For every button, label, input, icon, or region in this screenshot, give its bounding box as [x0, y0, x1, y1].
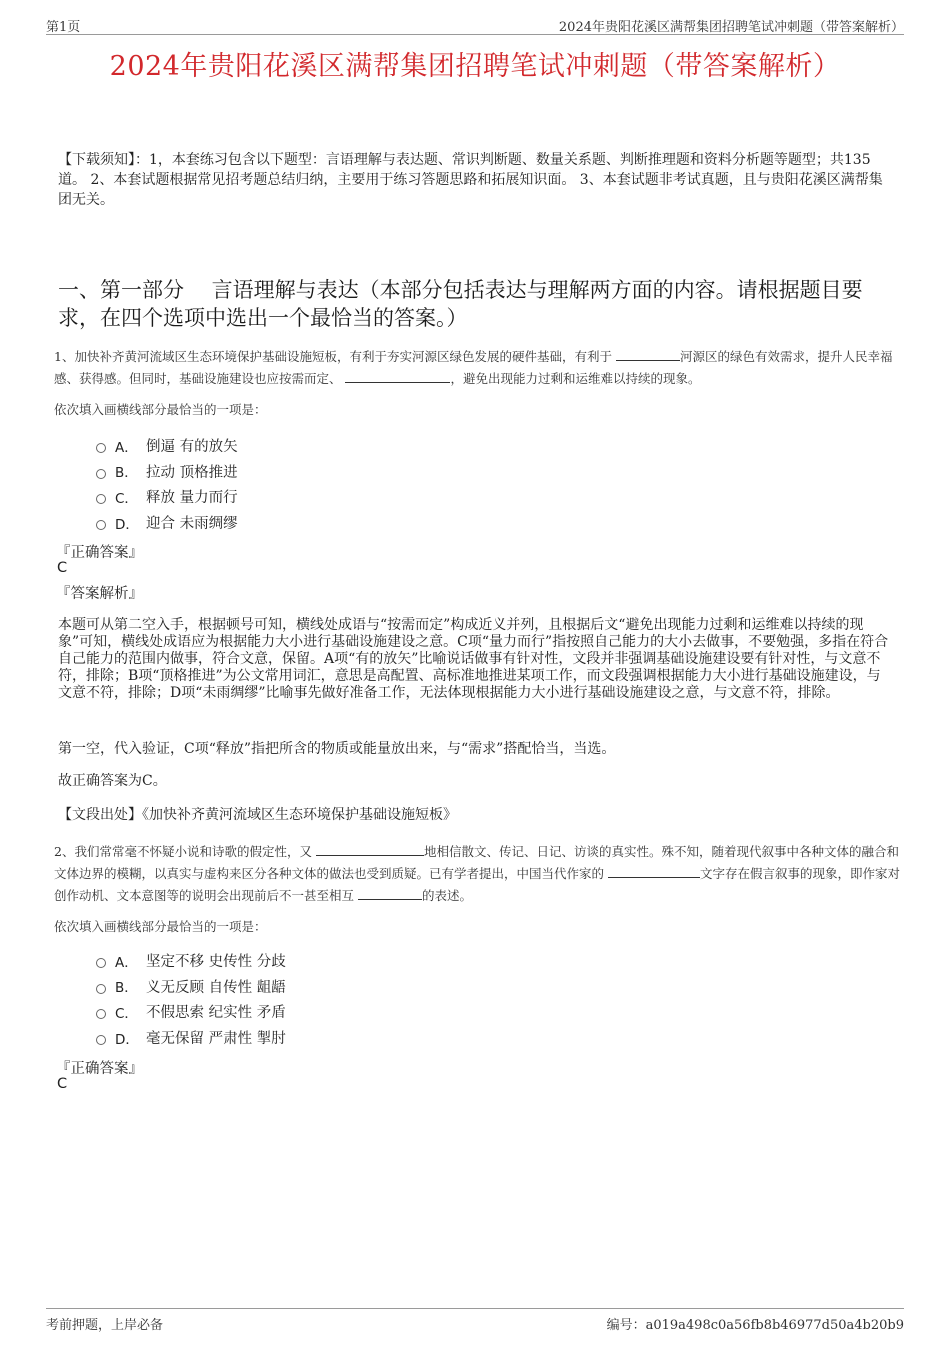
question-2-options: [96, 948, 286, 1050]
question-1-text: 1、加快补齐黄河流域区生态环境保护基础设施短板，有利于夯实河源区绿色发展的硬件基础，有利于 河源区的绿色有效需求，提升人民幸福感、获得感。但同时，基础设施建设也应按需而定、 ，避免出现能力过剩和运维难以持续的现象。: [54, 349, 893, 386]
radio-icon[interactable]: [96, 469, 106, 479]
question-2-text: 2、我们常常毫不怀疑小说和诗歌的假定性，又 地相信散文、传记、日记、访谈的真实性。殊不知，随着现代叙事中各种文体的融合和文体边界的模糊，以真实与虚构来区分各种文体的做法也受到质疑。已有学者提出，中国当代作家的 文字存在假言叙事的现象，即作家对创作动机、文本意图等的说明会出现前后不一甚至相互 的表述。: [54, 844, 900, 903]
option-a[interactable]: A． 坚定不移 史传性 分歧: [96, 948, 286, 974]
question-1-prompt: 依次填入画横线部分最恰当的一项是：: [54, 402, 267, 417]
answer-label: 『正确答案』: [56, 1061, 143, 1077]
download-notice: 【下载须知】：1，本套练习包含以下题型：言语理解与表达题、常识判断题、数量关系题、判断推理题和资料分析题等题型；共135道。 2、本套试题根据常见招考题总结归纳，主要用于练习答题思路和拓展知识面。 3、本套试题非考试真题，且与贵阳花溪区满帮集团无关。: [58, 152, 883, 208]
page-header: [46, 14, 904, 35]
option-d[interactable]: D． 迎合 未雨绸缪: [96, 510, 238, 536]
document-id: 编号：a019a498c0a56fb8b46977d50a4b20b9: [606, 1318, 904, 1333]
radio-icon[interactable]: [96, 1009, 106, 1019]
page-number: 第1页: [46, 20, 81, 35]
answer-value: C: [57, 560, 68, 576]
source-citation: 【文段出处】《加快补齐黄河流域区生态环境保护基础设施短板》: [58, 807, 457, 823]
option-c[interactable]: C． 释放 量力而行: [96, 484, 238, 510]
answer-value: C: [57, 1076, 68, 1092]
option-b[interactable]: B． 拉动 顶格推进: [96, 459, 238, 485]
radio-icon[interactable]: [96, 984, 106, 994]
radio-icon[interactable]: [96, 520, 106, 530]
section-heading: 一、第一部分 言语理解与表达（本部分包括表达与理解两方面的内容。请根据题目要求，在四个选项中选出一个最恰当的答案。）: [58, 278, 863, 330]
radio-icon[interactable]: [96, 443, 106, 453]
radio-icon[interactable]: [96, 494, 106, 504]
fill-blank: [316, 843, 424, 856]
radio-icon[interactable]: [96, 958, 106, 968]
fill-blank: [616, 348, 680, 361]
analysis-paragraph: 本题可从第二空入手，根据顿号可知，横线处成语与“按需而定”构成近义并列，且根据后文“避免出现能力过剩和运维难以持续的现象”可知，横线处成语应为根据能力大小进行基础设施建设之意。C项“量力而行”指按照自己能力的大小去做事，不要勉强，多指在符合自己能力的范围内做事，符合文意，保留。A项“有的放矢”比喻说话做事有针对性，文段并非强调基础设施建设要有针对性，与文意不符，排除；B项“顶格推进”为公文常用词汇，意思是高配置、高标准地推进某项工作，而文段强调根据能力大小进行基础设施建设，与文意不符，排除；D项“未雨绸缪”比喻事先做好准备工作，无法体现根据能力大小进行基础设施建设之意，与文意不符，排除。: [58, 617, 889, 701]
option-c[interactable]: C． 不假思索 纪实性 矛盾: [96, 999, 286, 1025]
option-a[interactable]: A． 倒逼 有的放矢: [96, 433, 238, 459]
option-d[interactable]: D． 毫无保留 严肃性 掣肘: [96, 1025, 286, 1051]
fill-blank: [608, 865, 700, 878]
header-doc-title: 2024年贵阳花溪区满帮集团招聘笔试冲刺题（带答案解析）: [558, 20, 904, 35]
question-2-prompt: 依次填入画横线部分最恰当的一项是：: [54, 919, 267, 934]
analysis-label: 『答案解析』: [56, 586, 143, 602]
fill-blank: [358, 887, 422, 900]
radio-icon[interactable]: [96, 1035, 106, 1045]
page-footer: [46, 1308, 904, 1331]
option-b[interactable]: B． 义无反顾 自传性 龃龉: [96, 974, 286, 1000]
analysis-conclusion: 故正确答案为C。: [58, 773, 167, 789]
question-1-options: [96, 433, 238, 535]
fill-blank: [345, 370, 450, 383]
answer-label: 『正确答案』: [56, 545, 143, 561]
analysis-paragraph: 第一空，代入验证，C项“释放”指把所含的物质或能量放出来，与“需求”搭配恰当，当选。: [58, 741, 616, 757]
document-title: 2024年贵阳花溪区满帮集团招聘笔试冲刺题（带答案解析）: [109, 51, 841, 82]
footer-slogan: 考前押题，上岸必备: [46, 1318, 164, 1333]
